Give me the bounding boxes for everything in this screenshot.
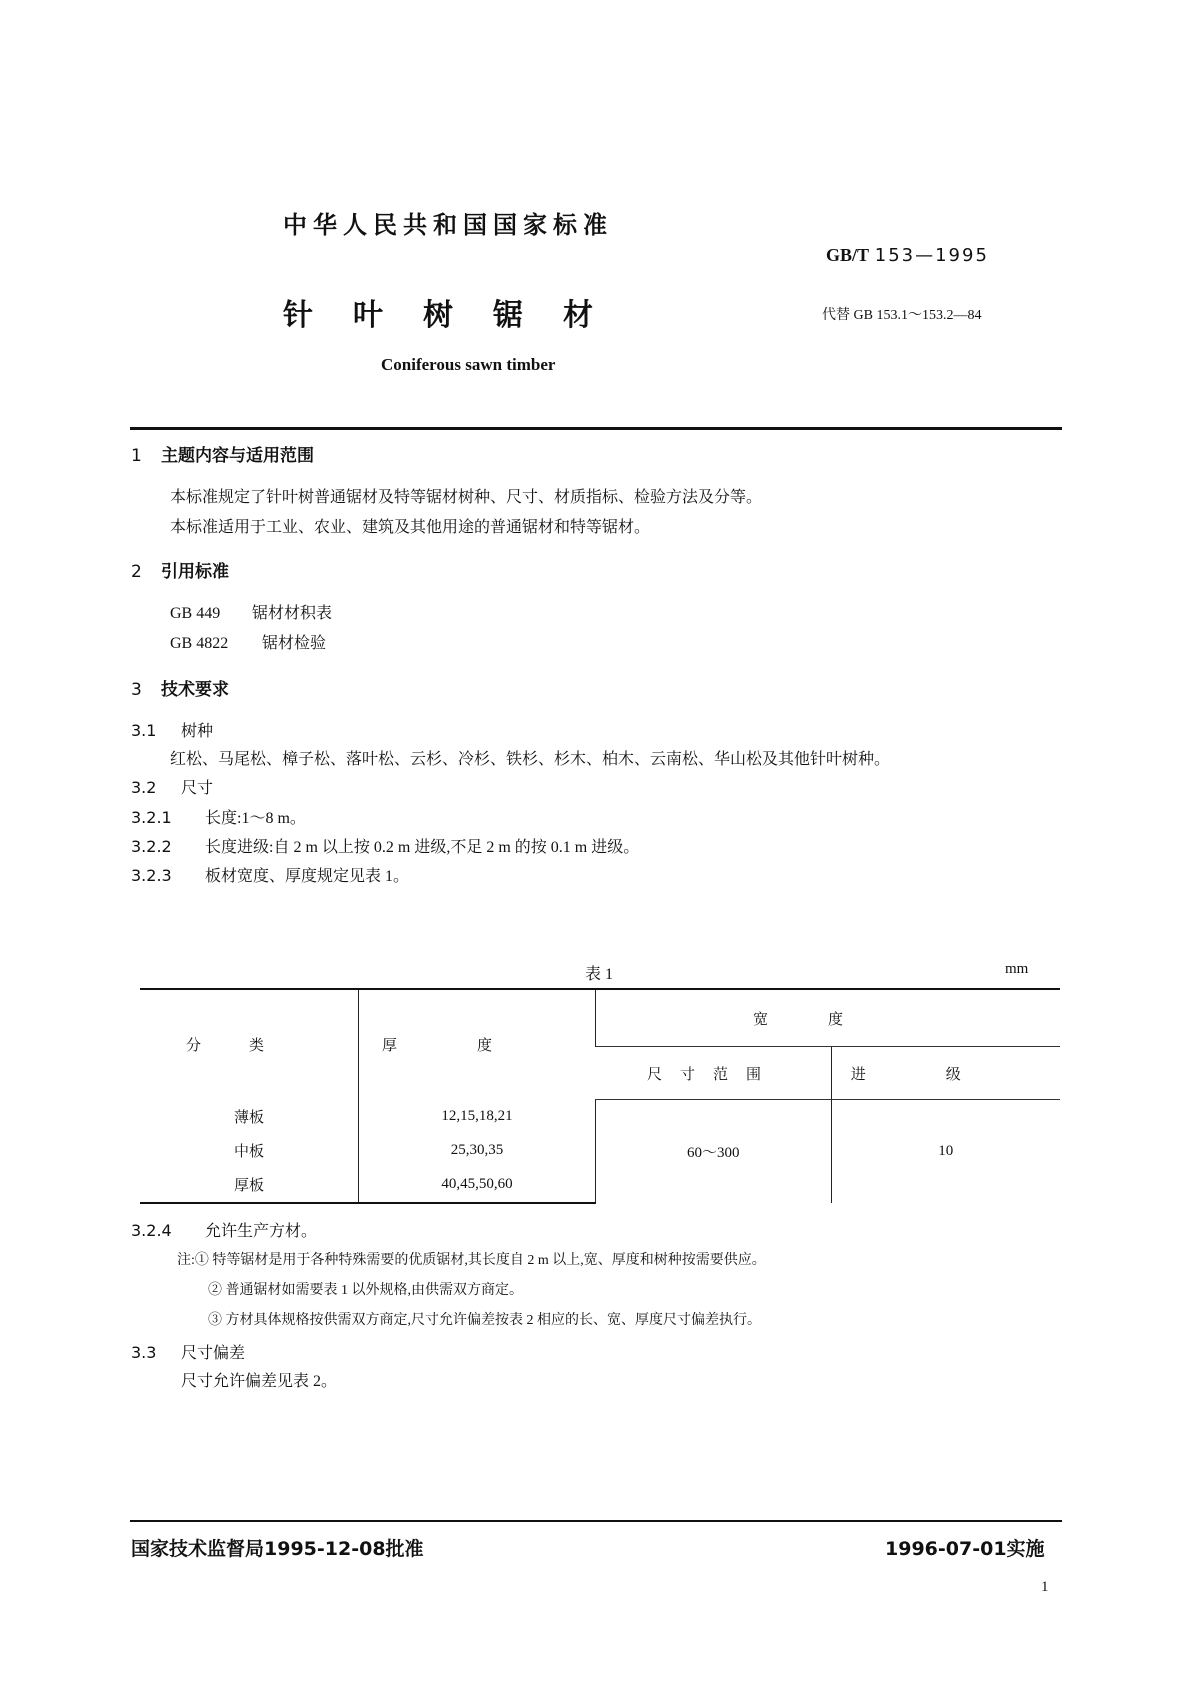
clause-text: 长度进级:自 2 m 以上按 0.2 m 进级,不足 2 m 的按 0.1 m 进级。	[205, 839, 640, 856]
clause-3-1-heading	[131, 718, 213, 741]
cell-width-step: 10	[831, 1100, 1060, 1203]
reference-code: GB 4822	[170, 635, 229, 652]
header-divider	[130, 427, 1062, 430]
cell-thickness: 12,15,18,21	[359, 1100, 596, 1134]
reference-item	[170, 630, 326, 653]
timber-dimension-table	[140, 988, 1060, 1204]
clause-text: 允许生产方材。	[205, 1223, 318, 1240]
table-unit: mm	[1005, 961, 1029, 977]
reference-name: 锯材检验	[262, 635, 327, 652]
clause-3-2-heading	[131, 775, 213, 798]
issuing-organization: 中华人民共和国国家标准	[283, 211, 613, 239]
section-number: 3	[131, 680, 142, 700]
header-thickness: 厚度	[359, 989, 596, 1100]
section-1-heading	[131, 441, 314, 466]
clause-3-2-4	[131, 1218, 317, 1241]
cell-thickness: 25,30,35	[359, 1134, 596, 1168]
clause-3-2-1	[131, 805, 306, 828]
header-width-step: 进级	[831, 1047, 1060, 1100]
note-2: ② 普通锯材如需要表 1 以外规格,由供需双方商定。	[208, 1283, 523, 1298]
note-3: ③ 方材具体规格按供需双方商定,尺寸允许偏差按表 2 相应的长、宽、厚度尺寸偏差执行。	[208, 1313, 761, 1328]
reference-name: 锯材材积表	[252, 605, 333, 622]
cell-category: 厚板	[140, 1168, 359, 1203]
footer-divider	[130, 1520, 1062, 1522]
table-row	[140, 1100, 1060, 1134]
clause-3-3-heading	[131, 1340, 245, 1363]
document-title-en: Coniferous sawn timber	[381, 355, 556, 374]
document-title-cn: 针叶树锯材	[283, 298, 633, 333]
clause-title: 树种	[181, 723, 214, 740]
reference-code: GB 449	[170, 605, 221, 622]
page-number: 1	[1041, 1579, 1049, 1595]
section-title: 技术要求	[161, 680, 229, 700]
note-label: 注:	[177, 1253, 195, 1268]
clause-3-2-3	[131, 863, 409, 886]
clause-3-3-text: 尺寸允许偏差见表 2。	[181, 1373, 338, 1390]
cell-thickness: 40,45,50,60	[359, 1168, 596, 1203]
standard-code	[826, 245, 989, 266]
clause-number: 3.2	[131, 778, 157, 797]
header-width: 宽度	[596, 989, 1061, 1047]
section-2-heading	[131, 557, 229, 582]
clause-title: 尺寸偏差	[181, 1345, 246, 1362]
cell-width-range: 60～300	[596, 1100, 832, 1203]
section-1-paragraph-2: 本标准适用于工业、农业、建筑及其他用途的普通锯材和特等锯材。	[170, 519, 651, 536]
approval-date: 国家技术监督局1995-12-08批准	[131, 1538, 424, 1560]
cell-category: 中板	[233, 1144, 264, 1160]
section-3-heading	[131, 675, 229, 700]
note-text: ① 特等锯材是用于各种特殊需要的优质锯材,其长度自 2 m 以上,宽、厚度和树种按需要供应。	[194, 1253, 766, 1268]
reference-item	[170, 600, 332, 623]
clause-number: 3.2.4	[131, 1221, 172, 1240]
clause-number: 3.3	[131, 1343, 157, 1362]
clause-3-1-text: 红松、马尾松、樟子松、落叶松、云杉、冷杉、铁杉、杉木、柏木、云南松、华山松及其他针叶树种。	[170, 751, 891, 768]
clause-3-2-2	[131, 834, 639, 857]
clause-number: 3.1	[131, 721, 157, 740]
clause-text: 板材宽度、厚度规定见表 1。	[205, 868, 410, 885]
effective-date: 1996-07-01实施	[885, 1538, 1045, 1560]
section-number: 2	[131, 562, 142, 582]
replaces-standard: 代替 GB 153.1～153.2—84	[822, 308, 982, 323]
note-1	[177, 1249, 766, 1269]
clause-title: 尺寸	[181, 780, 214, 797]
header-width-range: 尺寸范围	[596, 1047, 832, 1100]
standard-code-prefix: GB/T	[826, 245, 870, 265]
cell-category: 薄板	[233, 1110, 264, 1126]
clause-text: 长度:1～8 m。	[205, 810, 306, 827]
clause-number: 3.2.1	[131, 808, 172, 827]
section-1-paragraph-1: 本标准规定了针叶树普通锯材及特等锯材树种、尺寸、材质指标、检验方法及分等。	[170, 489, 763, 506]
header-category: 分类	[140, 989, 359, 1100]
standard-code-number: 153—1995	[874, 245, 989, 266]
section-title: 引用标准	[161, 562, 229, 582]
clause-number: 3.2.3	[131, 866, 172, 885]
section-number: 1	[131, 446, 142, 466]
clause-number: 3.2.2	[131, 837, 172, 856]
table-caption: 表 1	[585, 966, 614, 983]
section-title: 主题内容与适用范围	[161, 446, 314, 466]
